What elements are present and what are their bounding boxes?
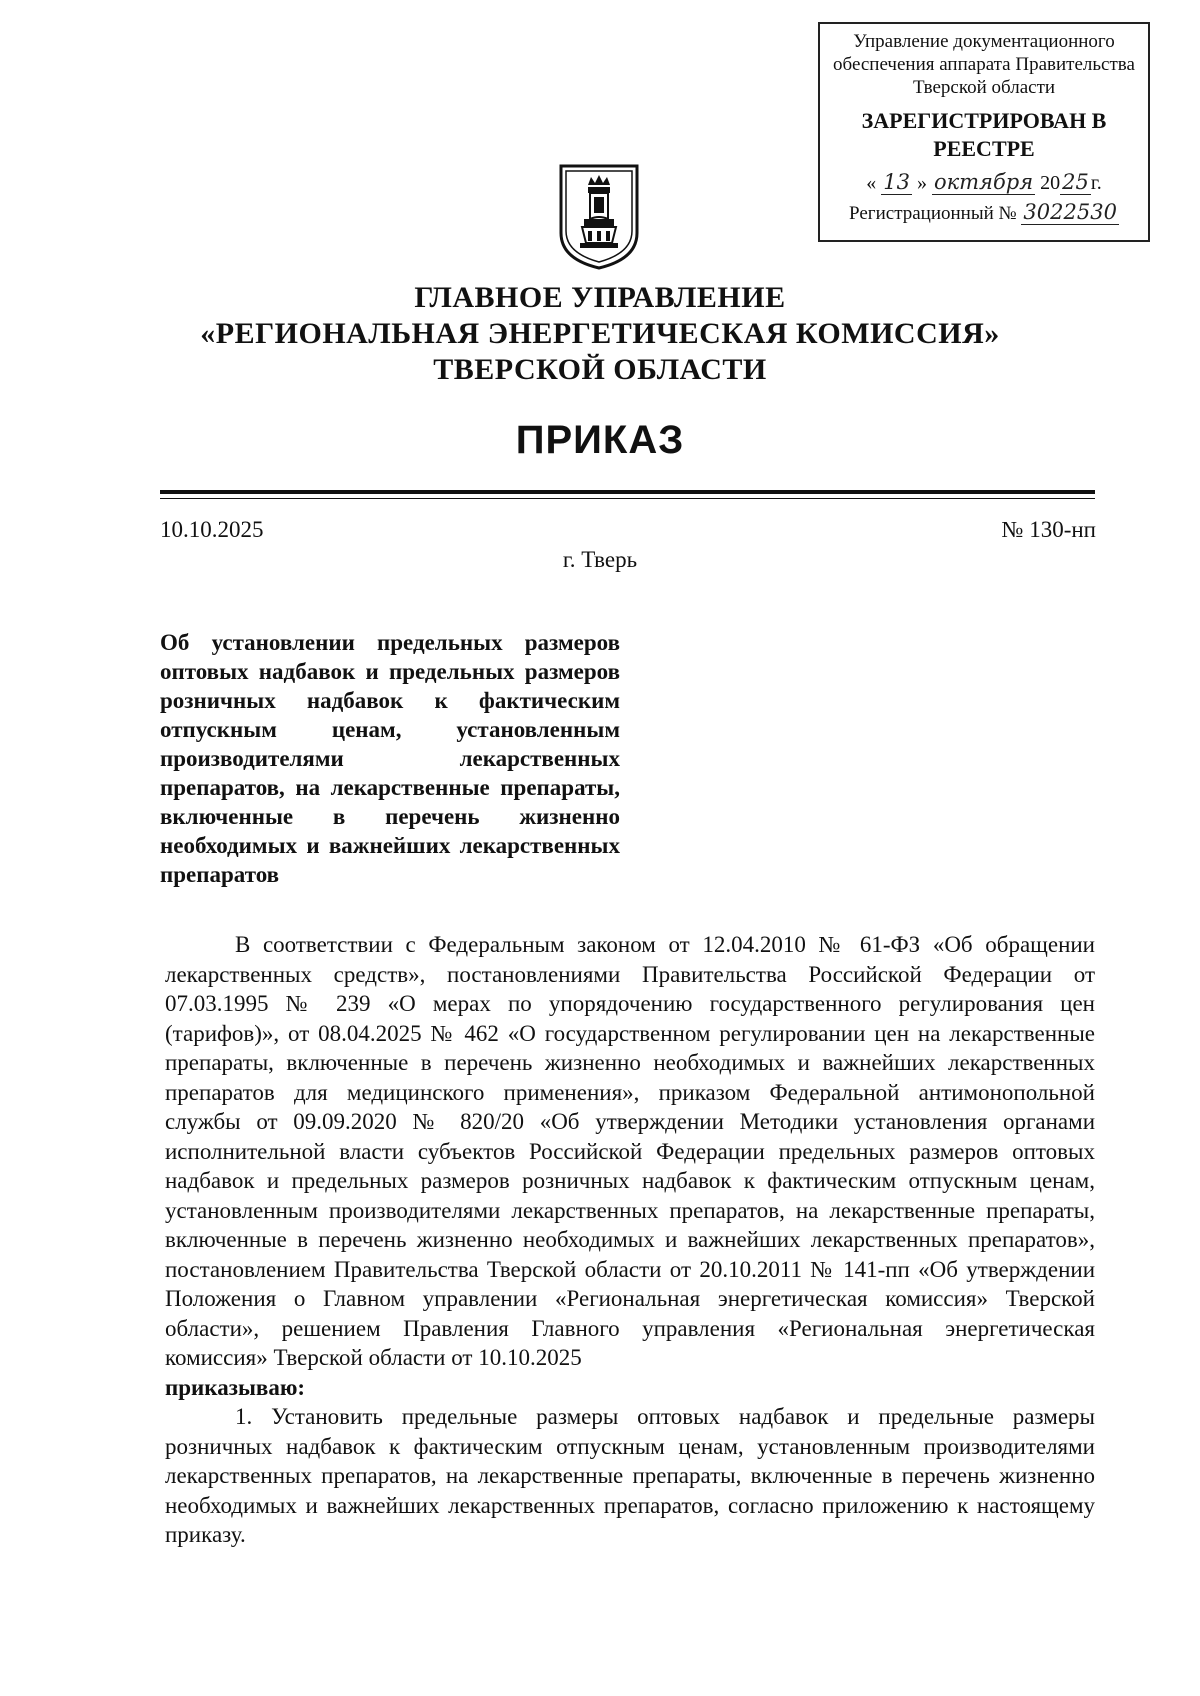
organization-name (0, 280, 1200, 388)
stamp-registration-number (820, 201, 1148, 225)
org-line-1: ГЛАВНОЕ УПРАВЛЕНИЕ (414, 281, 786, 314)
stamp-reg-label: Регистрационный № (849, 203, 1017, 224)
document-number: № 130-нп (1001, 517, 1096, 542)
document-subject: Об установлении предельных размеров оптовых надбавок и предельных размеров розничных надбавок к фактическим отпускным ценам, установленным производителями лекарственных препаратов, на лекарственные препараты, включенные в перечень жизненно необходимых и важнейших лекарственных препаратов (160, 630, 620, 887)
org-line-2: «РЕГИОНАЛЬНАЯ ЭНЕРГЕТИЧЕСКАЯ КОМИССИЯ» (200, 317, 1000, 350)
coat-of-arms-icon (558, 163, 640, 271)
stamp-reg-value: 3022530 (1023, 200, 1117, 224)
stamp-date-day: 13 (883, 170, 910, 194)
body-order-word: приказываю: (165, 1374, 306, 1400)
stamp-date-year-suffix: 25 (1062, 170, 1089, 194)
stamp-date-year-unit: г. (1090, 172, 1102, 194)
registration-stamp (818, 22, 1150, 242)
stamp-date (820, 171, 1148, 195)
stamp-organization: Управление документационного обеспечения аппарата Правительства Тверской области (833, 31, 1135, 98)
org-line-3: ТВЕРСКОЙ ОБЛАСТИ (433, 353, 767, 386)
document-city: г. Тверь (562, 547, 638, 572)
stamp-registered-label: ЗАРЕГИСТРИРОВАН В РЕЕСТРЕ (861, 108, 1107, 161)
document-date: 10.10.2025 (160, 517, 264, 542)
stamp-date-month: октября (933, 170, 1034, 194)
document-title: ПРИКАЗ (515, 418, 685, 462)
body-preamble: В соответствии с Федеральным законом от 12.04.2010 № 61-ФЗ «Об обращении лекарственных средств», постановлениями Правительства Российской Федерации от 07.03.1995 № 239 «О мерах по упорядочению государственного регулирования цен (тарифов)», от 08.04.2025 № 462 «О государственном регулировании цен на лекарственные препараты, включенные в перечень жизненно необходимых и важнейших лекарственных препаратов для медицинского применения», приказом Федеральной антимонопольной службы от 09.09.2020 № 820/20 «Об утверждении Методики установления органами исполнительной власти субъектов Российской Федерации предельных размеров оптовых надбавок и предельных размеров розничных надбавок к фактическим отпускным ценам, установленным производителями лекарственных препаратов, на лекарственные препараты, включенные в перечень жизненно необходимых и важнейших лекарственных препаратов», постановлением Правительства Тверской области от 20.10.2011 № 141-пп «Об утверждении Положения о Главном управлении «Региональная энергетическая комиссия» Тверской области», решением Правления Главного управления «Региональная энергетическая комиссия» Тверской области от 10.10.2025 (165, 932, 1095, 1370)
header-rule-thin (160, 498, 1095, 499)
stamp-date-year-prefix: 20 (1040, 172, 1061, 194)
body-item-1: 1. Установить предельные размеры оптовых надбавок и предельные размеры розничных надбавок к фактическим отпускным ценам, установленным производителями лекарственных препаратов, на лекарственные препараты, включенные в перечень жизненно необходимых и важнейших лекарственных препаратов, согласно приложению к настоящему приказу. (165, 1404, 1095, 1547)
document-body (165, 930, 1095, 1550)
stamp-date-close: » (916, 172, 927, 194)
stamp-date-open: « (866, 172, 877, 194)
header-rule-thick (160, 490, 1095, 494)
